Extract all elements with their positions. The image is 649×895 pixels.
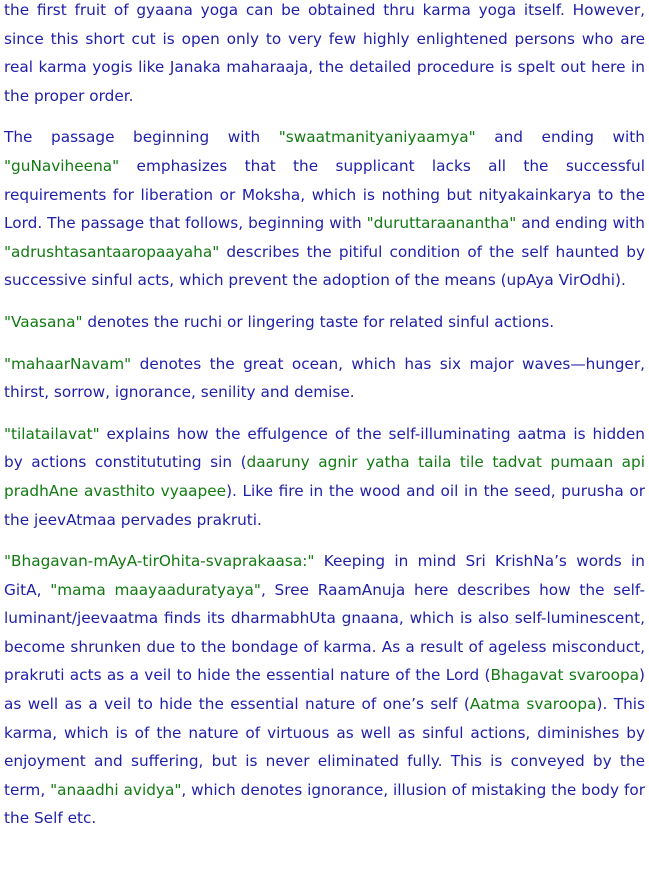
paragraph-passage [4, 123, 645, 295]
text-segment: and ending with [516, 214, 645, 233]
paragraph-bhagavan-maya [4, 547, 645, 833]
paragraph-vaasana [4, 308, 645, 337]
paragraph-karma-yoga [4, 0, 645, 110]
sanskrit-term: "guNaviheena" [4, 156, 120, 175]
sanskrit-term: "tilatailavat" [4, 424, 100, 443]
text-segment: ) as well as a veil to hide the essential nature of one’s self ( [4, 666, 645, 714]
text-segment: The passage beginning with [4, 128, 279, 147]
sanskrit-term: "mahaarNavam" [4, 354, 132, 373]
text-segment: ). This karma, which is of the nature of virtuous as well as sinful actions, diminishes by enjoyment and suffering, but is never eliminated fully. This is conveyed by the term, [4, 695, 646, 799]
text-segment: describes the pitiful condition of the self haunted by successive sinful acts, which prevent the adoption of the means (upAya VirOdhi). [4, 242, 645, 290]
text-segment: Keeping in mind Sri KrishNa’s words in GitA, [4, 552, 645, 599]
text-segment: the first fruit of gyaana yoga can be obtained thru karma yoga itself. However, since this short cut is open only to very few highly enlightened persons who are real karma yogis like Janaka maharaaja, the detailed procedure is spelt out here in the proper order. [4, 1, 645, 105]
sanskrit-term: Bhagavat svaroopa [490, 666, 640, 685]
text-segment: ). Like fire in the wood and oil in the seed, purusha or the jeevAtmaa pervades prakruti. [4, 481, 645, 529]
text-segment: denotes the ruchi or lingering taste for related sinful actions. [82, 312, 555, 331]
paragraph-tilatailavat [4, 420, 645, 534]
sanskrit-term: "Vaasana" [4, 312, 83, 331]
text-segment: , which denotes ignorance, illusion of mistaking the body for the Self etc. [4, 780, 646, 828]
text-segment: explains how the effulgence of the self-illuminating aatma is hidden by actions constitututing sin ( [4, 424, 645, 472]
sanskrit-term: "mama maayaaduratyaya" [50, 580, 261, 599]
text-segment: , Sree RaamAnuja here describes how the self-luminant/jeevaatma finds its dharmabhUta gnaana, which is also self-luminescent, become shrunken due to the bondage of karma. As a result of ageless misconduct, prakruti acts as a veil to hide the essential nature of the Lord ( [4, 580, 645, 685]
paragraph-mahaarnavam [4, 350, 645, 407]
text-segment: emphasizes that the supplicant lacks all the successful requirements for liberation or Moksha, which is nothing but nityakainkarya to the Lord. The passage that follows, beginning with [4, 156, 645, 233]
sanskrit-term: "Bhagavan-mAyA-tirOhita-svaprakaasa:" [4, 552, 315, 571]
sanskrit-term: "adrushtasantaaropaayaha" [4, 242, 220, 261]
sanskrit-quote: daaruny agnir yatha taila tile tadvat pumaan api pradhAne avasthito vyaapee [4, 453, 645, 500]
text-segment: and ending with [475, 128, 646, 147]
sanskrit-term: "duruttaraanantha" [366, 214, 517, 233]
sanskrit-term: "anaadhi avidya" [50, 780, 182, 799]
sanskrit-term: Aatma svaroopa [469, 695, 597, 714]
text-segment: denotes the great ocean, which has six major waves—hunger, thirst, sorrow, ignorance, senility and demise. [4, 354, 645, 402]
sanskrit-term: "swaatmanityaniyaamya" [278, 128, 476, 147]
